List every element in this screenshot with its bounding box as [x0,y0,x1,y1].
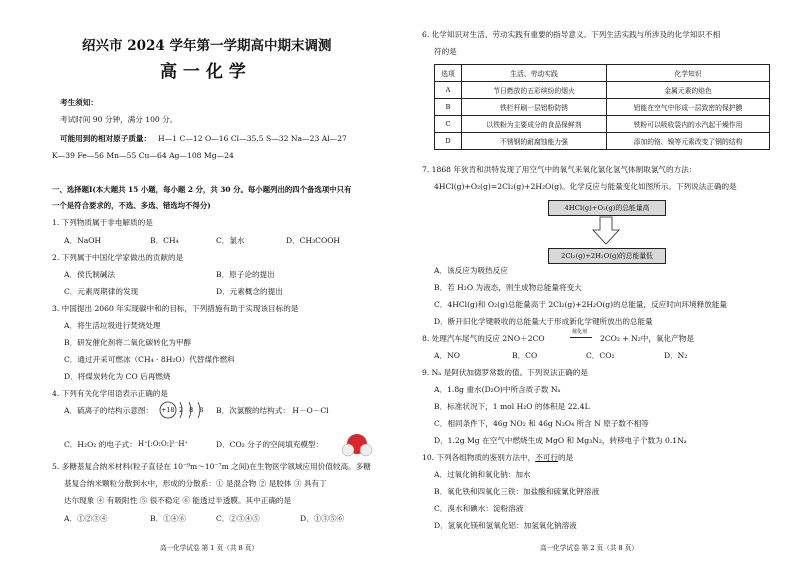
q8-catalyst-label: 催化剂 [572,329,588,335]
q10-option-d: D．氢氧化镁和氢氧化铝：加氢氧化钠溶液 [434,521,577,530]
q10-stem-b: 的是 [558,453,574,462]
q2-stem: 2. 下列属于中国化学家做出的贡献的是 [52,253,184,262]
q5-option-b: B．①④⑥ [150,514,186,523]
table-cell: 不锈钢的耐腐蚀能力强 [462,133,607,150]
q4-option-d: D．CO₂ 分子的空间填充模型： [216,440,324,449]
q2-option-c: C．元素周期律的发现 [64,287,139,296]
q5-line1: 5. 多糖基复合纳米材料(粒子直径在 10⁻⁹m～10⁻⁷m 之间)在生物医学领域应用价值较高。多糖 [52,462,371,471]
table-cell: B [435,99,462,116]
q6-table [434,64,770,150]
q10-stem-a: 10. 下列各组物质的鉴别方法中， [422,453,536,462]
table-header: 生活、劳动实践 [462,65,607,82]
q1-option-a: A．NaOH [64,236,102,245]
q6-line1: 6. 化学知识对生活、劳动实践有重要的指导意义。下列生活实践与所涉及的化学知识不相 [422,30,721,39]
table-row [435,116,770,133]
q2-option-b: B．原子论的提出 [216,270,275,279]
q7-option-d: D．断开旧化学键吸收的总能量大于形成新化学键所放出的总能量 [434,317,653,326]
co2-model-icon [340,430,374,458]
q3-stem: 3. 中国提出 2060 年实现碳中和的目标，下列措施有助于实现该目标的是 [52,304,299,313]
right-page [400,0,800,565]
q4-stem: 4. 下列有关化学用语表示正确的是 [52,389,168,398]
table-cell: 铁栏杆刷一层铝粉防锈 [462,99,607,116]
table-row [435,99,770,116]
q4-option-a: A．硫离子的结构示意图： [64,406,154,415]
h2o2-electron-formula: H⁺[:O:O:]²⁻H⁺ [138,440,189,448]
table-cell: 铝能在空气中形成一层致密的保护膜 [607,99,770,116]
q1-option-d: D．CH₃COOH [286,236,341,245]
q10-stem-emphasis: 不可行 [535,453,558,462]
q3-option-d: D．将煤炭转化为 CO 后再燃烧 [64,372,171,381]
q10-option-b: B．氧化铁和四氧化三铁：加盐酸和硫氰化钾溶液 [434,487,600,496]
table-cell: 节日燃放的五彩缤纷的烟火 [462,82,607,99]
q3-option-c: C．通过开采可燃冰（CH₄ · 8H₂O）代替煤作燃料 [64,355,235,364]
q5-line2: 基复合纳米颗粒分散到水中，形成的分散系：① 是混合物 ② 是胶体 ③ 具有丁 [64,479,327,488]
q8-stem-b: 2CO₂ + N₂中，氧化产物是 [600,334,694,343]
q2-option-d: D．元素概念的提出 [216,287,283,296]
q8-option-d: D．N₂ [664,351,688,360]
q10-stem [422,453,573,462]
q2-option-a: A．侯氏制碱法 [64,270,116,279]
q1-option-b: B．CH₄ [150,236,179,245]
table-cell: A [435,82,462,99]
side-atom-left [342,444,354,456]
section1-line1: 一、选择题Ⅰ(本大题共 15 小题，每小题 2 分，共 30 分。每小题列出的四个备选项中只有 [52,185,352,194]
q9-option-c: C．相同条件下，46g NO₂ 和 46g N₂O₄ 所含 N 原子数不相等 [434,419,649,428]
notice-line: 考试时间 90 分钟，满分 100 分。 [60,115,178,124]
exam-title: 绍兴市 2024 学年第一学期高中期末调测 [82,38,332,54]
q5-option-c: C．②③④⑤ [216,514,260,523]
q5-option-a: A．①②③④ [64,514,108,523]
q9-option-b: B．标准状况下，1 mol H₂O 的体积是 22.4L [434,402,590,411]
table-cell: C [435,116,462,133]
table-cell: D [435,133,462,150]
atomic-mass-label: 可能用到的相对原子质量： [60,134,152,143]
q7-option-b: B．若 H₂O 为液态，则生成物总能量将变大 [434,283,582,292]
table-header-row [435,65,770,82]
sulfide-shells-label: 2 8 8 [179,406,206,414]
left-footer: 高一化学试卷 第 1 页（共 8 页） [160,544,258,552]
energy-box-high: 4HCl(g)+O₂(g)的总能量高 [548,200,666,216]
q7-option-c: C．4HCl(g)和 O₂(g)总能量高于 2Cl₂(g)+2H₂O(g)的总能量，反应时向环境释放能量 [434,300,728,309]
energy-box-low: 2Cl₂(g)+2H₂O(g)的总能量低 [548,248,666,264]
q7-line1: 7. 1868 年狄肯和洪特发现了用空气中的氧气来氧化氯化氢气体制取氯气的方法： [422,165,697,174]
reaction-arrow [570,337,592,338]
notice-label: 考生须知： [60,98,98,107]
q5-option-d: D．①③⑤⑥ [300,514,345,523]
q8-option-a: A．NO [434,351,460,360]
table-header: 化学知识 [607,65,770,82]
table-cell: 添加的铬、镍等元素改变了钢的结构 [607,133,770,150]
section1-line2: 一个是符合要求的，不选、多选、错选均不得分) [52,201,211,210]
q9-option-a: A．1.8g 重水(D₂O)中所含质子数 Nₐ [434,385,561,394]
q3-option-a: A．将生活垃圾进行焚烧处理 [64,321,161,330]
q4-option-b: B．次氯酸的结构式： H－O－Cl [216,406,329,415]
q5-line3: 达尔现象 ④ 有吸附性 ⑤ 很不稳定 ⑥ 能透过半透膜。其中正确的是 [64,496,292,505]
q4-option-c: C．H₂O₂ 的电子式： [64,440,137,449]
q6-line2: 符的是 [434,47,457,56]
q9-option-d: D．1.2g Mg 在空气中燃烧生成 MgO 和 Mg₃N₂，转移电子个数为 0.1Nₐ [434,436,687,445]
side-atom-right [360,444,372,456]
q8-option-c: C．CO₂ [586,351,615,360]
q8-stem-a: 8. 处理汽车尾气的反应 2NO＋2CO [422,334,545,343]
down-arrow-icon [591,216,621,246]
q1-option-c: C．氯水 [216,236,245,245]
right-footer: 高一化学试卷 第 2 页（共 8 页） [540,544,638,552]
q8-option-b: B．CO [512,351,538,360]
q7-option-a: A．该反应为吸热反应 [434,266,508,275]
table-row [435,133,770,150]
q10-option-a: A．过氧化钠和氧化钠：加水 [434,470,531,479]
table-cell: 以铁粉为主要成分的食品保鲜剂 [462,116,607,133]
q1-stem: 1. 下列物质属于非电解质的是 [52,218,153,227]
atomic-mass-line2: K—39 Fe—56 Mn—55 Cu—64 Ag—108 Mg—24 [52,151,234,160]
q3-option-b: B．研发催化剂将二氧化碳转化为甲醇 [64,338,192,347]
exam-subtitle: 高 一 化 学 [160,62,246,82]
table-cell: 铁粉可以吸收袋内的水汽起干燥作用 [607,116,770,133]
q10-option-c: C．溴水和碘水：淀粉溶液 [434,504,524,513]
table-header: 选项 [435,65,462,82]
q9-stem: 9. Nₐ 是阿伏加德罗常数的值。下列说法正确的是 [422,368,588,377]
sulfide-nucleus-label: +18 [161,406,175,414]
table-cell: 金属元素的焰色 [607,82,770,99]
atomic-mass-line1: H—1 C—12 O—16 Cl—35.5 S—32 Na—23 Al—27 [158,134,347,143]
table-row [435,82,770,99]
q7-line2: 4HCl(g)+O₂(g)=2Cl₂(g)+2H₂O(g)。化学反应与能量变化如图所示。下列说法正确的是 [434,182,737,191]
